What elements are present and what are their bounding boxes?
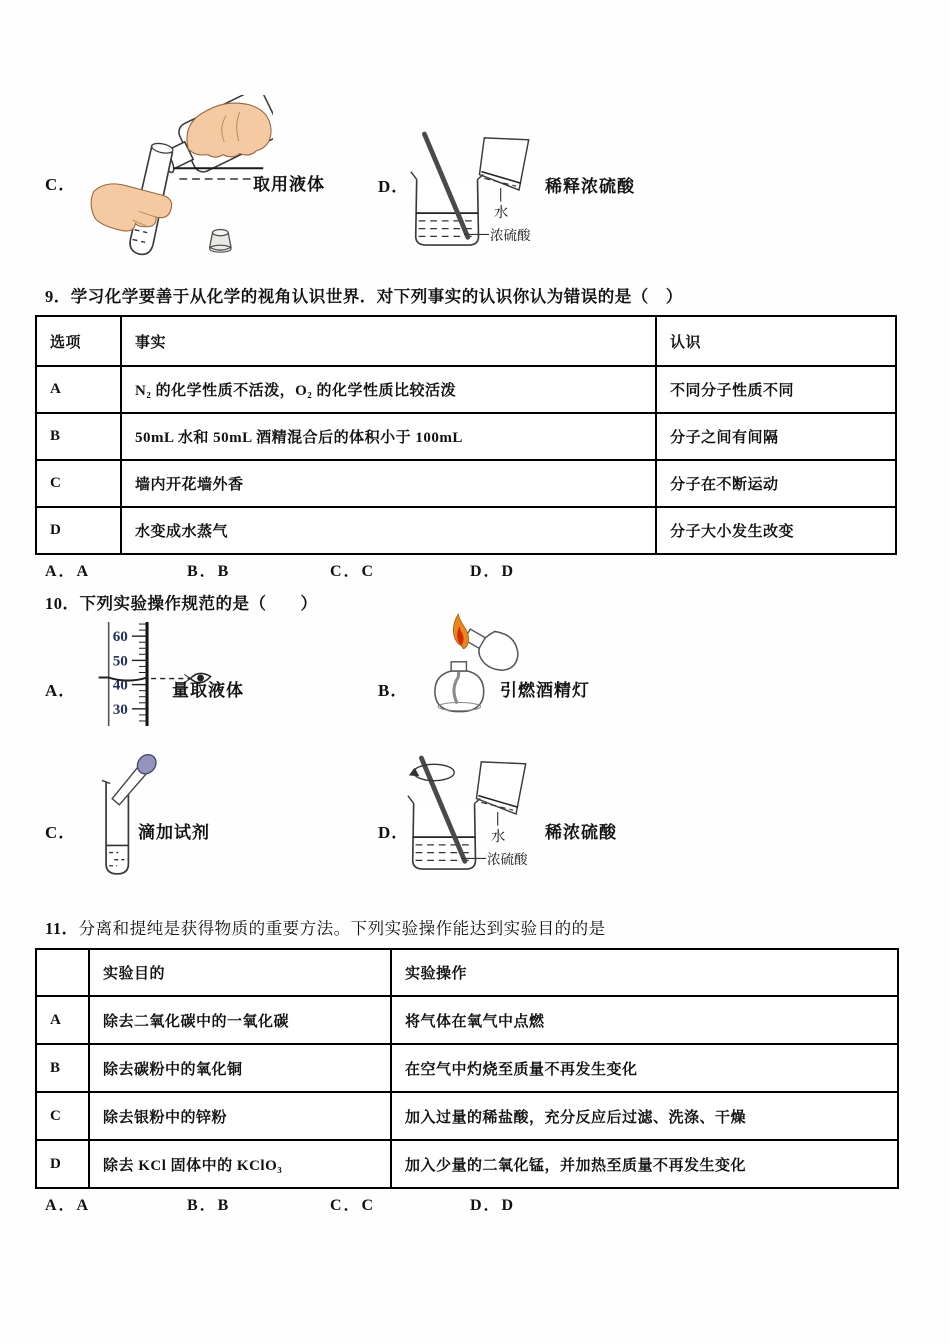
q11-row-c — [36, 1092, 898, 1140]
q11-answer-c: C．C — [330, 1197, 376, 1214]
q9-header-row — [36, 316, 896, 366]
q9-d-option: D — [36, 507, 121, 554]
q10-option-b-label: B． — [378, 681, 409, 700]
q11-answer-b: B．B — [187, 1197, 231, 1214]
q11-header-row — [36, 949, 898, 996]
q10-option-a-caption: 量取液体 — [172, 681, 244, 700]
q10-option-d-label: D． — [378, 823, 410, 842]
q9-answer-a: A．A — [45, 563, 91, 580]
q11-d-option: D — [36, 1140, 89, 1188]
scale-40: 40 — [112, 677, 128, 694]
q9-header-option: 选项 — [36, 316, 121, 366]
q11-a-operation: 将气体在氧气中点燃 — [391, 996, 898, 1044]
q8-option-c-caption: 取用液体 — [253, 175, 325, 194]
q9-b-fact: 50mL 水和 50mL 酒精混合后的体积小于 100mL — [121, 413, 656, 460]
q11-row-b — [36, 1044, 898, 1092]
q9-answer-d: D．D — [470, 563, 516, 580]
q9-header-understanding: 认识 — [656, 316, 896, 366]
scale-30: 30 — [112, 701, 128, 718]
q11-answer-d: D．D — [470, 1197, 516, 1214]
q11-b-purpose: 除去碳粉中的氧化铜 — [89, 1044, 391, 1092]
question-11-title — [45, 915, 606, 939]
q11-table — [35, 948, 899, 1189]
q9-a-understanding: 不同分子性质不同 — [656, 366, 896, 413]
question-10-title: 10．下列实验操作规范的是（ ） — [45, 594, 318, 613]
q9-d-understanding: 分子大小发生改变 — [656, 507, 896, 554]
q11-c-option: C — [36, 1092, 89, 1140]
q10-option-c-label: C． — [45, 823, 77, 842]
flame-icon — [453, 614, 468, 649]
question-11-number: 11． — [45, 919, 79, 938]
q11-d-operation: 加入少量的二氧化锰，并加热至质量不再发生变化 — [391, 1140, 898, 1188]
q9-b-understanding: 分子之间有间隔 — [656, 413, 896, 460]
q9-a-fact: N₂ 的化学性质不活泼，O₂ 的化学性质比较活泼 — [121, 366, 656, 413]
dilute-acid-stir-illustration — [405, 752, 545, 876]
acid-label: 浓硫酸 — [490, 228, 531, 244]
q9-row-a — [36, 366, 896, 413]
q9-d-fact: 水变成水蒸气 — [121, 507, 656, 554]
q8-option-d-caption: 稀释浓硫酸 — [545, 177, 635, 196]
q9-table — [35, 315, 897, 555]
q11-c-operation: 加入过量的稀盐酸，充分反应后过滤、洗涤、干燥 — [391, 1092, 898, 1140]
q11-d-purpose: 除去 KCl 固体中的 KClO₃ — [89, 1140, 391, 1188]
q9-b-option: B — [36, 413, 121, 460]
bottle-stopper — [210, 230, 231, 253]
q11-row-d — [36, 1140, 898, 1188]
scale-50: 50 — [112, 653, 128, 670]
dropper — [112, 752, 160, 805]
q9-header-fact: 事实 — [121, 316, 656, 366]
q9-c-option: C — [36, 460, 121, 507]
q9-a-option: A — [36, 366, 121, 413]
water-label: 水 — [493, 205, 509, 222]
q9-c-understanding: 分子在不断运动 — [656, 460, 896, 507]
q11-c-purpose: 除去银粉中的锌粉 — [89, 1092, 391, 1140]
q9-c-fact: 墙内开花墙外香 — [121, 460, 656, 507]
acid-label: 浓硫酸 — [487, 852, 528, 868]
q9-answer-c: C．C — [330, 563, 376, 580]
q10-option-b-caption: 引燃酒精灯 — [500, 681, 590, 700]
q8-option-c-label: C． — [45, 175, 77, 194]
dilute-acid-illustration — [408, 128, 548, 252]
q11-row-a — [36, 996, 898, 1044]
q9-row-c — [36, 460, 896, 507]
q11-b-option: B — [36, 1044, 89, 1092]
q11-a-option: A — [36, 996, 89, 1044]
pouring-beaker — [479, 138, 528, 190]
q9-row-d — [36, 507, 896, 554]
q11-answer-a: A．A — [45, 1197, 91, 1214]
scale-60: 60 — [112, 629, 128, 646]
question-11-text: 分离和提纯是获得物质的重要方法。下列实验操作能达到实验目的的是 — [78, 919, 606, 938]
alcohol-lamp-illustration — [412, 612, 530, 732]
q11-header-operation: 实验操作 — [391, 949, 898, 996]
q10-option-c-caption: 滴加试剂 — [138, 823, 210, 842]
q10-option-d-caption: 稀浓硫酸 — [545, 823, 617, 842]
upright-lamp — [435, 662, 484, 712]
pouring-beaker — [476, 762, 525, 814]
dropper-illustration — [75, 752, 193, 882]
q11-header-blank — [36, 949, 89, 996]
graduated-cylinder-illustration — [68, 620, 220, 726]
q11-header-purpose: 实验目的 — [89, 949, 391, 996]
water-label: 水 — [490, 829, 506, 846]
q11-b-operation: 在空气中灼烧至质量不再发生变化 — [391, 1044, 898, 1092]
pour-liquid-illustration — [78, 95, 273, 263]
upper-hand — [187, 103, 271, 157]
q9-answer-b: B．B — [187, 563, 231, 580]
q11-a-purpose: 除去二氧化碳中的一氧化碳 — [89, 996, 391, 1044]
q10-option-a-label: A． — [45, 681, 77, 700]
q9-row-b — [36, 413, 896, 460]
q8-option-d-label: D． — [378, 177, 410, 196]
question-9-title: 9．学习化学要善于从化学的视角认识世界．对下列事实的认识你认为错误的是（ ） — [45, 287, 683, 306]
